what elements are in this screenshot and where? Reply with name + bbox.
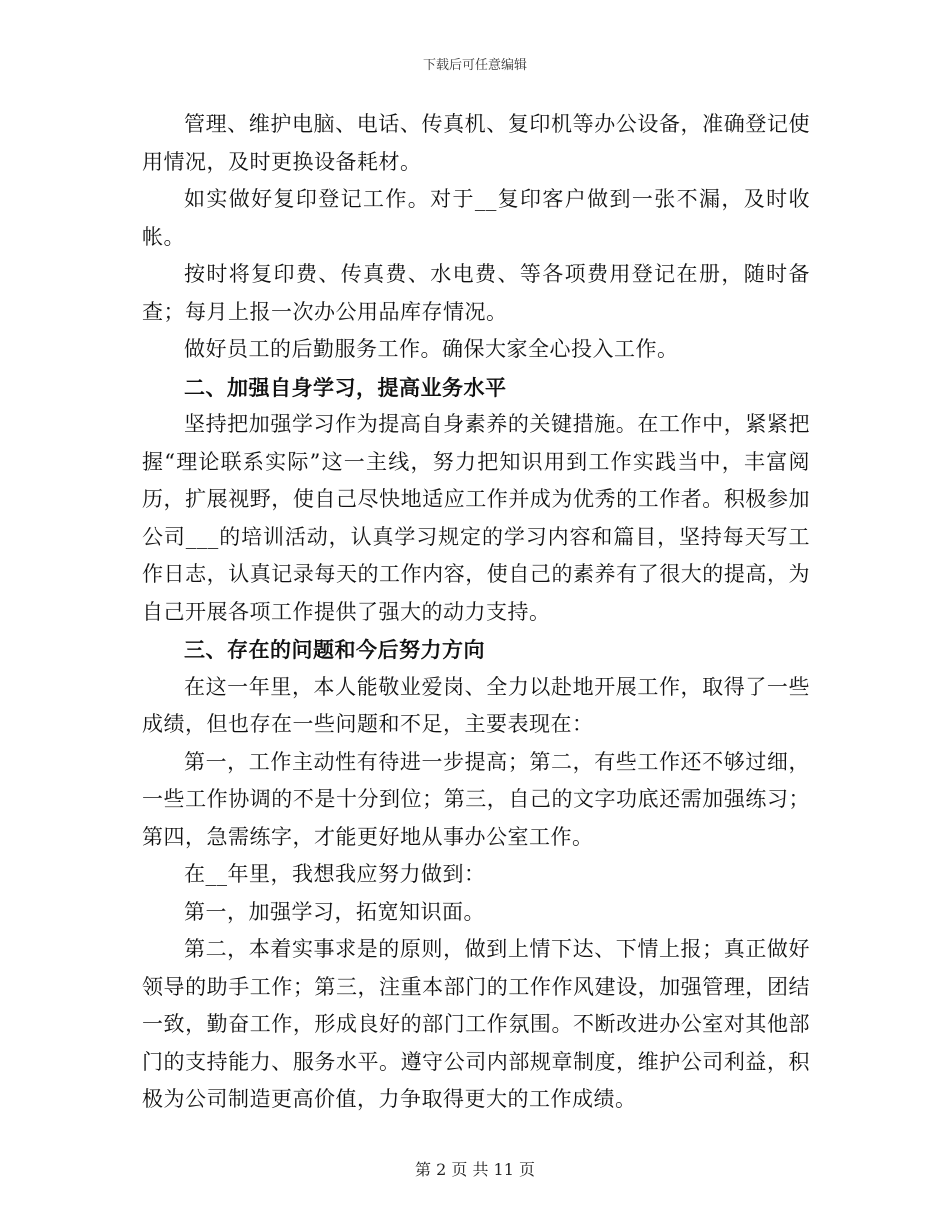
paragraph-study: 坚持把加强学习作为提高自身素养的关键措施。在工作中，紧紧把握“理论联系实际”这一主线，努力把知识用到工作实践当中，丰富阅历，扩展视野，使自己尽快地适应工作并成为优秀的工作者。积极参加公司___的培训活动，认真学习规定的学习内容和篇目，坚持每天写工作日志，认真记录每天的工作内容，使自己的素养有了很大的提高，为自己开展各项工作提供了强大的动力支持。 [142,412,810,624]
section-heading-problems: 三、存在的问题和今后努力方向 [184,637,485,662]
paragraph-next-year: 在__年里，我想我应努力做到： [184,862,486,886]
paragraph-problems-list: 第一，工作主动性有待进一步提高；第二，有些工作还不够过细，一些工作协调的不是十分到位；第三，自己的文字功底还需加强练习；第四，急需练字，才能更好地从事办公室工作。 [142,749,810,849]
page-header: 下载后可任意编辑 [422,58,527,73]
paragraph-copy-registration: 如实做好复印登记工作。对于__复印客户做到一张不漏，及时收帐。 [142,187,810,249]
page-number-footer: 第 2 页 共 11 页 [415,1160,535,1179]
document-body [142,106,810,1119]
paragraph-fees: 按时将复印费、传真费、水电费、等各项费用登记在册，随时备查；每月上报一次办公用品库存情况。 [142,262,810,324]
paragraph-equipment: 管理、维护电脑、电话、传真机、复印机等办公设备，准确登记使用情况，及时更换设备耗材。 [142,112,810,174]
paragraph-goal-two-three: 第二，本着实事求是的原则，做到上情下达、下情上报；真正做好领导的助手工作；第三，注重本部门的工作作风建设，加强管理，团结一致，勤奋工作，形成良好的部门工作氛围。不断改进办公室对其他部门的支持能力、服务水平。遵守公司内部规章制度，维护公司利益，积极为公司制造更高价值，力争取得更大的工作成绩。 [142,937,810,1111]
paragraph-year-summary: 在这一年里，本人能敬业爱岗、全力以赴地开展工作，取得了一些成绩，但也存在一些问题和不足，主要表现在： [142,674,810,736]
section-heading-study: 二、加强自身学习，提高业务水平 [184,374,507,400]
paragraph-logistics: 做好员工的后勤服务工作。确保大家全心投入工作。 [184,337,679,361]
paragraph-goal-one: 第一，加强学习，拓宽知识面。 [184,899,485,924]
